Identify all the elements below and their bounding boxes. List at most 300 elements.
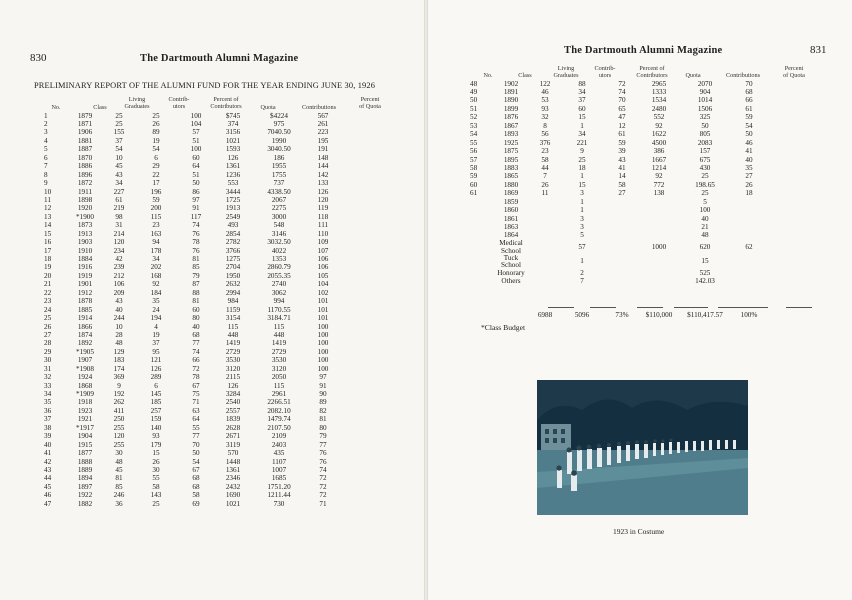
quota-cell: 448: [227, 330, 239, 339]
table-row: [44, 433, 338, 441]
percent-contributors-cell: 86: [192, 187, 200, 196]
percent-contributors-cell: 51: [192, 136, 200, 145]
living-graduates-cell: 85: [115, 482, 123, 491]
percent-of-quota-cell: 261: [317, 120, 329, 129]
living-graduates-cell: 48: [115, 457, 123, 466]
row-number-cell: [470, 223, 494, 231]
row-number-cell: 57: [470, 155, 478, 164]
quota-cell: [642, 223, 676, 231]
contributors-cell: 22: [152, 170, 160, 179]
percent-of-quota-cell: 191: [317, 145, 329, 154]
contributions-cell: 2109: [271, 432, 287, 441]
class-year-cell: 1921: [77, 415, 93, 424]
percent-of-quota-cell: 100: [317, 339, 329, 348]
class-year-cell: 1912: [77, 288, 93, 297]
percent-contributors-cell: 70: [618, 96, 626, 105]
living-graduates-cell: 34: [115, 179, 123, 188]
contributions-cell: 2083: [697, 138, 713, 147]
contributions-cell: 3530: [271, 356, 287, 365]
percent-contributors-cell: 80: [192, 314, 200, 323]
right-page-number: 831: [810, 44, 827, 56]
table-row: [44, 416, 338, 424]
quota-cell: 138: [653, 189, 665, 198]
percent-of-quota-cell: 195: [317, 136, 329, 145]
right-header-contributors: Contrib- utors: [594, 65, 616, 79]
quota-cell: 92: [655, 121, 663, 130]
percent-contributors-cell: 68: [192, 482, 200, 491]
row-number-cell: 21: [44, 280, 52, 289]
percent-of-quota-cell: 76: [319, 449, 327, 458]
class-year-cell: 1919: [77, 271, 93, 280]
living-graduates-cell: 36: [115, 499, 123, 508]
percent-contributors-cell: 100: [190, 111, 202, 120]
table-row: [470, 114, 764, 122]
contributions-cell: 1211.44: [267, 491, 291, 500]
percent-of-quota-cell: 110: [317, 229, 329, 238]
contributions-cell: 2107.50: [267, 423, 291, 432]
living-graduates-cell: 43: [115, 297, 123, 306]
contributions-cell: $4224: [270, 111, 288, 120]
class-year-cell: Honorary: [497, 268, 525, 277]
right-fund-table: [470, 80, 764, 286]
living-graduates-cell: [528, 223, 562, 231]
percent-of-quota-cell: 567: [317, 111, 329, 120]
living-graduates-cell: 411: [113, 406, 125, 415]
contributions-cell: 15: [701, 257, 709, 266]
contributors-cell: 19: [152, 330, 160, 339]
contributors-cell: 1: [580, 257, 584, 266]
percent-contributors-cell: 12: [618, 121, 626, 130]
contributors-cell: 163: [150, 229, 162, 238]
living-graduates-cell: 255: [113, 423, 125, 432]
contributions-cell: 3120: [271, 364, 287, 373]
row-number-cell: [470, 240, 494, 254]
left-magazine-title: The Dartmouth Alumni Magazine: [140, 53, 299, 64]
contributions-cell: 2275: [271, 204, 287, 213]
percent-contributors-cell: 61: [618, 130, 626, 139]
class-year-cell: 1861: [503, 214, 519, 223]
contributions-cell: 2860.79: [267, 263, 291, 272]
right-header-contributions: Contributions: [725, 72, 761, 79]
percent-contributors-cell: 74: [192, 221, 200, 230]
percent-contributors-cell: 57: [192, 128, 200, 137]
row-number-cell: 22: [44, 288, 52, 297]
row-number-cell: 50: [470, 96, 478, 105]
percent-of-quota-cell: 18: [745, 189, 753, 198]
contributors-cell: 6: [154, 381, 158, 390]
quota-cell: 3444: [225, 187, 241, 196]
percent-contributors-cell: 65: [618, 104, 626, 113]
contributions-cell: 1170.55: [267, 305, 291, 314]
contributors-cell: 34: [152, 255, 160, 264]
living-graduates-cell: 56: [541, 130, 549, 139]
contributors-cell: 200: [150, 204, 162, 213]
quota-cell: 552: [653, 113, 665, 122]
percent-contributors-cell: 67: [192, 381, 200, 390]
percent-contributors-cell: 104: [190, 120, 202, 129]
living-graduates-cell: 25: [115, 111, 123, 120]
percent-contributors-cell: 81: [192, 255, 200, 264]
table-row: [44, 475, 338, 483]
percent-contributors-cell: 64: [192, 415, 200, 424]
row-number-cell: 60: [470, 180, 478, 189]
contributors-cell: 60: [578, 104, 586, 113]
living-graduates-cell: 209: [113, 288, 125, 297]
row-number-cell: 33: [44, 381, 52, 390]
class-year-cell: 1867: [503, 121, 519, 130]
percent-of-quota-cell: 70: [745, 79, 753, 88]
percent-of-quota-cell: [734, 207, 764, 215]
percent-of-quota-cell: 100: [317, 356, 329, 365]
quota-cell: 126: [227, 153, 239, 162]
total-class-year-cell: [494, 311, 528, 319]
class-year-cell: 1874: [77, 330, 93, 339]
contributors-cell: 58: [152, 482, 160, 491]
header-class: Class: [93, 104, 107, 111]
quota-cell: [642, 215, 676, 223]
living-graduates-cell: 7: [543, 172, 547, 181]
row-number-cell: 16: [44, 238, 52, 247]
contributions-cell: 2740: [271, 280, 287, 289]
contributions-cell: 1014: [697, 96, 713, 105]
class-year-cell: 1890: [503, 96, 519, 105]
row-number-cell: 20: [44, 271, 52, 280]
class-year-cell: 1924: [77, 373, 93, 382]
percent-contributors-cell: 41: [618, 163, 626, 172]
living-graduates-cell: 61: [115, 195, 123, 204]
contributors-cell: 26: [152, 120, 160, 129]
class-year-cell: 1884: [77, 255, 93, 264]
table-row: [44, 146, 338, 154]
percent-of-quota-cell: 102: [317, 288, 329, 297]
living-graduates-cell: 106: [113, 280, 125, 289]
class-year-cell: 1903: [77, 238, 93, 247]
quota-cell: 2557: [225, 406, 241, 415]
right-header-percent-quota: Percent of Quota: [783, 65, 805, 79]
living-graduates-cell: [528, 198, 562, 206]
percent-of-quota-cell: 120: [317, 195, 329, 204]
class-year-cell: 1896: [77, 170, 93, 179]
class-year-cell: 1923: [77, 406, 93, 415]
class-year-cell: *1905: [76, 347, 94, 356]
percent-of-quota-cell: 40: [745, 155, 753, 164]
percent-of-quota-cell: [734, 215, 764, 223]
contributors-cell: 1: [580, 121, 584, 130]
class-year-cell: 1918: [77, 398, 93, 407]
row-number-cell: 56: [470, 147, 478, 156]
contributors-cell: 24: [152, 305, 160, 314]
contributors-cell: 3: [580, 214, 584, 223]
row-number-cell: 26: [44, 322, 52, 331]
percent-contributors-cell: 76: [192, 229, 200, 238]
quota-cell: [642, 198, 676, 206]
percent-of-quota-cell: 100: [317, 347, 329, 356]
percent-contributors-cell: 75: [192, 390, 200, 399]
class-year-cell: 1879: [77, 111, 93, 120]
quota-cell: 3154: [225, 314, 241, 323]
class-year-cell: 1920: [77, 204, 93, 213]
percent-of-quota-cell: 101: [317, 305, 329, 314]
quota-cell: 1950: [225, 271, 241, 280]
class-year-cell: 1880: [503, 180, 519, 189]
row-number-cell: 55: [470, 138, 478, 147]
living-graduates-cell: 44: [541, 163, 549, 172]
row-number-cell: 8: [44, 170, 48, 179]
contributions-cell: 1007: [271, 465, 287, 474]
row-number-cell: 36: [44, 406, 52, 415]
percent-of-quota-cell: 107: [317, 246, 329, 255]
class-year-cell: 1901: [77, 280, 93, 289]
living-graduates-cell: 10: [115, 322, 123, 331]
percent-of-quota-cell: 106: [317, 263, 329, 272]
table-row: [470, 131, 764, 139]
percent-contributors-cell: [602, 240, 642, 254]
table-row: [470, 173, 764, 181]
class-year-cell: 1881: [77, 136, 93, 145]
contributors-cell: 196: [150, 187, 162, 196]
percent-contributors-cell: [602, 269, 642, 277]
right-header-quota: Quota: [685, 72, 701, 79]
class-year-cell: 1887: [77, 145, 93, 154]
percent-contributors-cell: [602, 223, 642, 231]
quota-cell: 3766: [225, 246, 241, 255]
quota-cell: 2632: [225, 280, 241, 289]
row-number-cell: 11: [44, 195, 51, 204]
contributions-cell: 2067: [271, 195, 287, 204]
contributions-cell: 1479.74: [267, 415, 291, 424]
living-graduates-cell: 183: [113, 356, 125, 365]
percent-contributors-cell: 77: [192, 432, 200, 441]
contributors-cell: 126: [150, 364, 162, 373]
percent-contributors-cell: 97: [192, 195, 200, 204]
header-living-graduates: Living Graduates: [124, 96, 150, 110]
contributions-cell: 675: [699, 155, 711, 164]
quota-cell: 1275: [225, 255, 241, 264]
contributions-cell: 1353: [271, 255, 287, 264]
living-graduates-cell: 23: [541, 147, 549, 156]
class-year-cell: 1875: [503, 147, 519, 156]
contributors-cell: 1: [580, 206, 584, 215]
percent-of-quota-cell: 76: [319, 457, 327, 466]
class-year-cell: 1913: [77, 229, 93, 238]
table-row: [44, 357, 338, 365]
percent-contributors-cell: 14: [618, 172, 626, 181]
living-graduates-cell: 45: [115, 162, 123, 171]
table-row: [44, 340, 338, 348]
percent-contributors-cell: [602, 255, 642, 269]
living-graduates-cell: 214: [113, 229, 125, 238]
row-number-cell: 5: [44, 145, 48, 154]
class-year-cell: 1922: [77, 491, 93, 500]
living-graduates-cell: 32: [541, 113, 549, 122]
contributions-cell: 100: [699, 206, 711, 215]
quota-cell: [642, 278, 676, 286]
percent-of-quota-cell: 144: [317, 162, 329, 171]
contributions-cell: 2070: [697, 79, 713, 88]
contributors-cell: 15: [152, 449, 160, 458]
percent-of-quota-cell: 74: [319, 465, 327, 474]
living-graduates-cell: 53: [541, 96, 549, 105]
contributions-cell: 904: [699, 88, 711, 97]
living-graduates-cell: 40: [115, 305, 123, 314]
percent-of-quota-cell: 104: [317, 280, 329, 289]
contributions-cell: 186: [273, 153, 285, 162]
quota-cell: 3156: [225, 128, 241, 137]
total-rule: [786, 307, 812, 308]
class-year-cell: 1872: [77, 179, 93, 188]
living-graduates-cell: 369: [113, 373, 125, 382]
contributions-cell: 2729: [271, 347, 287, 356]
percent-of-quota-cell: 54: [745, 121, 753, 130]
contributions-cell: 3000: [271, 212, 287, 221]
row-number-cell: [470, 215, 494, 223]
quota-cell: 1361: [225, 465, 241, 474]
contributions-cell: 435: [273, 449, 285, 458]
contributions-cell: 198.65: [695, 180, 715, 189]
percent-of-quota-cell: 80: [319, 423, 327, 432]
contributions-cell: 2266.51: [267, 398, 291, 407]
contributors-cell: 25: [152, 499, 160, 508]
contributors-cell: 1: [580, 172, 584, 181]
row-number-cell: [470, 255, 494, 269]
class-year-cell: *1908: [76, 364, 94, 373]
quota-cell: 984: [227, 297, 239, 306]
percent-of-quota-cell: 91: [319, 381, 327, 390]
percent-contributors-cell: 60: [192, 153, 200, 162]
class-year-cell: 1865: [503, 172, 519, 181]
row-number-cell: 41: [44, 449, 52, 458]
contributions-cell: 1685: [271, 474, 287, 483]
row-number-cell: 59: [470, 172, 478, 181]
percent-contributors-cell: 72: [618, 79, 626, 88]
percent-contributors-cell: 58: [618, 180, 626, 189]
contributors-cell: 23: [152, 221, 160, 230]
percent-of-quota-cell: [734, 232, 764, 240]
row-number-cell: 49: [470, 88, 478, 97]
percent-contributors-cell: 67: [192, 465, 200, 474]
table-row: [44, 222, 338, 230]
contributions-cell: 1755: [271, 170, 287, 179]
row-number-cell: 35: [44, 398, 52, 407]
table-row: [44, 163, 338, 171]
contributors-cell: 2: [580, 268, 584, 277]
percent-of-quota-cell: 148: [317, 153, 329, 162]
report-title: PRELIMINARY REPORT OF THE ALUMNI FUND FOR THE YEAR ENDING JUNE 30, 1926: [34, 81, 376, 90]
class-year-cell: Others: [501, 277, 521, 286]
living-graduates-cell: 246: [113, 491, 125, 500]
table-row: [470, 278, 764, 286]
row-number-cell: 34: [44, 390, 52, 399]
percent-of-quota-cell: 223: [317, 128, 329, 137]
contributors-cell: 37: [578, 96, 586, 105]
contributors-cell: 185: [150, 398, 162, 407]
living-graduates-cell: [528, 269, 562, 277]
quota-cell: 1000: [651, 242, 667, 251]
contributors-cell: 92: [152, 280, 160, 289]
contributors-cell: 289: [150, 373, 162, 382]
living-graduates-cell: 54: [115, 145, 123, 154]
row-number-cell: 27: [44, 330, 52, 339]
contributions-cell: 2403: [271, 440, 287, 449]
living-graduates-cell: 26: [541, 180, 549, 189]
percent-of-quota-cell: 82: [319, 406, 327, 415]
percent-of-quota-cell: 62: [745, 242, 753, 251]
contributors-cell: 202: [150, 263, 162, 272]
percent-of-quota-cell: 100: [317, 364, 329, 373]
row-number-cell: 18: [44, 255, 52, 264]
percent-contributors-cell: [602, 232, 642, 240]
row-number-cell: 3: [44, 128, 48, 137]
quota-cell: 374: [227, 120, 239, 129]
row-number-cell: 13: [44, 212, 52, 221]
class-year-cell: 1902: [503, 79, 519, 88]
table-row: [44, 205, 338, 213]
class-year-cell: 1916: [77, 263, 93, 272]
quota-cell: 1361: [225, 162, 241, 171]
contributors-cell: 6: [154, 153, 158, 162]
contributions-cell: 25: [701, 172, 709, 181]
percent-of-quota-cell: 27: [745, 172, 753, 181]
contributions-cell: 975: [273, 120, 285, 129]
living-graduates-cell: 37: [115, 136, 123, 145]
living-graduates-cell: 45: [115, 465, 123, 474]
contributors-cell: 3: [580, 189, 584, 198]
class-year-cell: 1911: [77, 187, 93, 196]
contributions-cell: 1955: [271, 162, 287, 171]
class-year-cell: 1889: [77, 465, 93, 474]
quota-cell: 126: [227, 381, 239, 390]
header-percent-quota: Percent of Quota: [359, 96, 381, 110]
quota-cell: 3284: [225, 390, 241, 399]
total-rule: [590, 307, 616, 308]
row-number-cell: 46: [44, 491, 52, 500]
percent-of-quota-cell: 109: [317, 238, 329, 247]
class-year-cell: 1876: [503, 113, 519, 122]
contributors-cell: 34: [578, 130, 586, 139]
percent-of-quota-cell: 90: [319, 390, 327, 399]
contributors-cell: 140: [150, 423, 162, 432]
living-graduates-cell: 192: [113, 390, 125, 399]
class-year-cell: 1906: [77, 128, 93, 137]
living-graduates-cell: 255: [113, 440, 125, 449]
percent-contributors-cell: 50: [192, 449, 200, 458]
contributors-cell: 30: [152, 465, 160, 474]
living-graduates-cell: 25: [115, 120, 123, 129]
contributions-cell: 40: [701, 214, 709, 223]
living-graduates-cell: 122: [539, 79, 551, 88]
living-graduates-cell: [528, 255, 562, 269]
contributors-cell: 18: [578, 163, 586, 172]
contributions-cell: 3184.71: [267, 314, 291, 323]
percent-contributors-cell: 59: [618, 138, 626, 147]
quota-cell: 553: [227, 179, 239, 188]
contributors-cell: 168: [150, 271, 162, 280]
living-graduates-cell: 120: [113, 238, 125, 247]
living-graduates-cell: 155: [113, 128, 125, 137]
row-number-cell: 53: [470, 121, 478, 130]
row-number-cell: 24: [44, 305, 52, 314]
living-graduates-cell: 234: [113, 246, 125, 255]
living-graduates-cell: 250: [113, 415, 125, 424]
quota-cell: 3119: [225, 440, 241, 449]
percent-contributors-cell: 64: [192, 162, 200, 171]
class-year-cell: 1868: [77, 381, 93, 390]
class-year-cell: 1863: [503, 223, 519, 232]
contributions-cell: 2961: [271, 390, 287, 399]
row-number-cell: 51: [470, 104, 478, 113]
quota-cell: 115: [227, 322, 239, 331]
living-graduates-cell: 174: [113, 364, 125, 373]
